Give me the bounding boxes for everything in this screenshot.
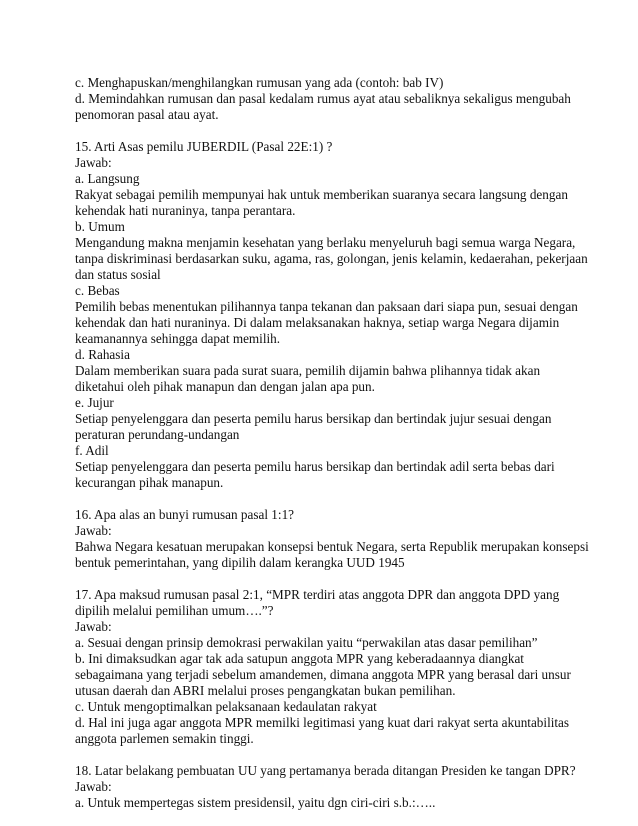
text-line: Mengandung makna menjamin kesehatan yang berlaku menyeluruh bagi semua warga Negara, (75, 235, 576, 250)
text-line: 18. Latar belakang pembuatan UU yang pertamanya berada ditangan Presiden ke tangan DPR? (75, 763, 576, 778)
text-line: e. Jujur (75, 395, 114, 410)
paragraph (75, 139, 608, 491)
text-line: Bahwa Negara kesatuan merupakan konsepsi bentuk Negara, serta Republik merupakan konsepsi (75, 539, 589, 554)
text-line: peraturan perundang-undangan (75, 427, 240, 442)
text-line: c. Bebas (75, 283, 120, 298)
text-line: Dalam memberikan suara pada surat suara, pemilih dijamin bahwa plihannya tidak akan (75, 363, 541, 378)
text-line: Jawab: (75, 155, 112, 170)
text-line: bentuk pemerintahan, yang dipilih dalam kerangka UUD 1945 (75, 555, 405, 570)
text-line: Jawab: (75, 779, 112, 794)
text-line: Jawab: (75, 523, 112, 538)
text-line: 17. Apa maksud rumusan pasal 2:1, “MPR terdiri atas anggota DPR dan anggota DPD yang (75, 587, 560, 602)
text-line: c. Menghapuskan/menghilangkan rumusan yang ada (contoh: bab IV) (75, 75, 444, 90)
text-line: a. Langsung (75, 171, 140, 186)
text-line: Jawab: (75, 619, 112, 634)
text-line: keamanannya sehingga dapat memilih. (75, 331, 281, 346)
text-line: penomoran pasal atau ayat. (75, 107, 219, 122)
text-line: Setiap penyelenggara dan peserta pemilu harus bersikap dan bertindak jujur sesuai dengan (75, 411, 552, 426)
text-line: tanpa diskriminasi berdasarkan suku, agama, ras, golongan, jenis kelamin, kedaerahan, pekerjaan (75, 251, 588, 266)
document-body (75, 75, 608, 811)
text-line: d. Memindahkan rumusan dan pasal kedalam rumus ayat atau sebaliknya sekaligus mengubah (75, 91, 571, 106)
text-line: kecurangan pihak manapun. (75, 475, 224, 490)
text-line: 15. Arti Asas pemilu JUBERDIL (Pasal 22E:1) ? (75, 139, 333, 154)
text-line: d. Hal ini juga agar anggota MPR memilki legitimasi yang kuat dari rakyat serta akuntabilitas (75, 715, 570, 730)
text-line: utusan daerah dan ABRI melalui proses pengangkatan bukan pemilihan. (75, 683, 456, 698)
text-line: b. Ini dimaksudkan agar tak ada satupun anggota MPR yang keberadaannya diangkat (75, 651, 524, 666)
text-line: diketahui oleh pihak manapun dan dengan jalan apa pun. (75, 379, 375, 394)
text-line: b. Umum (75, 219, 125, 234)
text-line: f. Adil (75, 443, 109, 458)
text-line: Pemilih bebas menentukan pilihannya tanpa tekanan dan paksaan dari siapa pun, sesuai dengan (75, 299, 578, 314)
text-line: dipilih melalui pemilihan umum….”? (75, 603, 274, 618)
text-line: Rakyat sebagai pemilih mempunyai hak untuk memberikan suaranya secara langsung dengan (75, 187, 568, 202)
text-line: sebagaimana yang terjadi sebelum amandemen, dimana anggota MPR yang berasal dari unsur (75, 667, 571, 682)
text-line: a. Sesuai dengan prinsip demokrasi perwakilan yaitu “perwakilan atas dasar pemilihan” (75, 635, 538, 650)
paragraph (75, 507, 608, 571)
text-line: anggota parlemen semakin tinggi. (75, 731, 254, 746)
text-line: 16. Apa alas an bunyi rumusan pasal 1:1? (75, 507, 295, 522)
paragraph (75, 75, 608, 123)
text-line: Setiap penyelenggara dan peserta pemilu harus bersikap dan bertindak adil serta bebas dari (75, 459, 555, 474)
text-line: d. Rahasia (75, 347, 130, 362)
paragraph (75, 763, 608, 811)
text-line: dan status sosial (75, 267, 161, 282)
paragraph (75, 587, 608, 747)
text-line: kehendak hati nuraninya, tanpa perantara. (75, 203, 296, 218)
text-line: kehendak dan hati nuraninya. Di dalam melaksanakan haknya, setiap warga Negara dijamin (75, 315, 560, 330)
text-line: c. Untuk mengoptimalkan pelaksanaan kedaulatan rakyat (75, 699, 377, 714)
text-line: a. Untuk mempertegas sistem presidensil, yaitu dgn ciri-ciri s.b.:….. (75, 795, 436, 810)
